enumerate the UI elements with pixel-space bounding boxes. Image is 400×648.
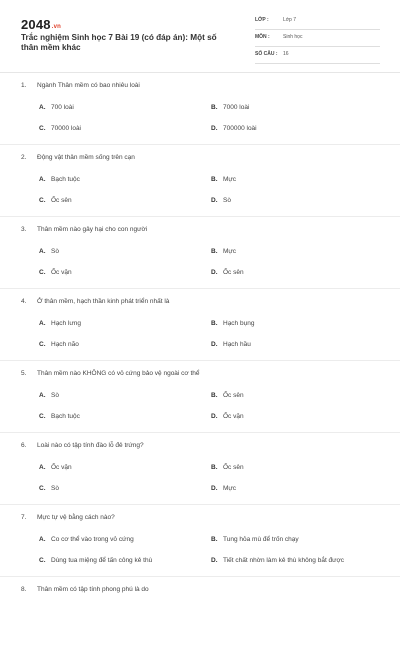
answer-option[interactable] <box>211 176 236 183</box>
question-number: 7. <box>21 514 27 521</box>
answer-option[interactable] <box>211 125 257 132</box>
option-letter: C. <box>39 557 46 564</box>
question-item <box>0 505 400 577</box>
question-text: Thân mềm có tập tính phong phú là do <box>37 586 149 593</box>
option-text: Mực <box>223 248 237 255</box>
option-text: Sò <box>51 248 59 255</box>
option-letter: A. <box>39 248 46 255</box>
page-title: Trắc nghiệm Sinh học 7 Bài 19 (có đáp án): Một số thân mềm khác <box>21 33 217 52</box>
quiz-meta <box>255 15 380 66</box>
answer-option[interactable] <box>211 464 244 471</box>
option-text: 7000 loài <box>223 104 250 111</box>
question-item <box>0 433 400 505</box>
option-text: Hạch bụng <box>223 320 255 327</box>
option-text: Sò <box>51 485 59 492</box>
answer-option[interactable] <box>211 248 236 255</box>
option-letter: D. <box>211 341 218 348</box>
option-letter: B. <box>211 176 218 183</box>
answer-option[interactable] <box>39 320 81 327</box>
question-text: Động vật thân mềm sống trên cạn <box>37 154 135 161</box>
question-item <box>0 217 400 289</box>
option-letter: A. <box>39 392 46 399</box>
option-letter: B. <box>211 248 218 255</box>
answer-option[interactable] <box>211 320 254 327</box>
question-text: Ở thân mềm, hạch thần kinh phát triển nhất là <box>37 298 170 305</box>
option-text: Dùng tua miệng để tấn công kẻ thù <box>51 557 153 564</box>
option-text: Mực <box>223 485 237 492</box>
answer-option[interactable] <box>211 341 251 348</box>
meta-row-class <box>255 15 380 30</box>
question-text: Mực tự vệ bằng cách nào? <box>37 514 115 521</box>
question-number: 4. <box>21 298 27 305</box>
option-text: Tung hỏa mù để trốn chạy <box>223 536 299 543</box>
meta-value: 16 <box>283 51 289 57</box>
site-logo[interactable] <box>21 17 61 32</box>
question-item <box>0 289 400 361</box>
answer-option[interactable] <box>39 413 80 420</box>
answer-option[interactable] <box>211 392 244 399</box>
option-text: Ốc sên <box>223 464 244 471</box>
option-text: Ốc vặn <box>51 269 72 276</box>
answer-option[interactable] <box>39 557 152 564</box>
option-letter: B. <box>211 464 218 471</box>
option-text: Ốc vặn <box>223 413 244 420</box>
option-text: Sò <box>51 392 59 399</box>
answer-option[interactable] <box>39 248 59 255</box>
question-number: 8. <box>21 586 27 593</box>
question-number: 3. <box>21 226 27 233</box>
meta-row-subject <box>255 32 380 47</box>
option-text: Mực <box>223 176 237 183</box>
answer-option[interactable] <box>211 536 299 543</box>
option-letter: D. <box>211 269 218 276</box>
option-letter: D. <box>211 557 218 564</box>
option-text: Tiết chất nhờn làm kẻ thù không bắt được <box>223 557 345 564</box>
answer-option[interactable] <box>39 536 134 543</box>
option-letter: C. <box>39 125 46 132</box>
option-text: 700000 loài <box>223 125 257 132</box>
option-letter: C. <box>39 341 46 348</box>
answer-option[interactable] <box>39 341 79 348</box>
option-letter: A. <box>39 464 46 471</box>
option-text: Hạch hầu <box>223 341 251 348</box>
option-text: Ốc sên <box>223 392 244 399</box>
option-letter: B. <box>211 104 218 111</box>
answer-option[interactable] <box>211 269 244 276</box>
option-text: Ốc sên <box>223 269 244 276</box>
question-item <box>0 145 400 217</box>
page-header <box>0 0 400 72</box>
answer-option[interactable] <box>211 485 236 492</box>
option-text: Ốc sên <box>51 197 72 204</box>
option-text: Co cơ thể vào trong vỏ cứng <box>51 536 134 543</box>
option-letter: D. <box>211 413 218 420</box>
option-letter: D. <box>211 197 218 204</box>
question-number: 5. <box>21 370 27 377</box>
answer-option[interactable] <box>39 485 59 492</box>
answer-option[interactable] <box>211 413 244 420</box>
option-letter: C. <box>39 269 46 276</box>
option-letter: A. <box>39 176 46 183</box>
option-text: Ốc vặn <box>51 464 72 471</box>
answer-option[interactable] <box>39 197 72 204</box>
option-text: 700 loài <box>51 104 74 111</box>
answer-option[interactable] <box>39 176 80 183</box>
option-letter: B. <box>211 392 218 399</box>
option-letter: D. <box>211 125 218 132</box>
option-letter: C. <box>39 413 46 420</box>
option-text: Hạch lưng <box>51 320 82 327</box>
option-text: Bạch tuộc <box>51 176 80 183</box>
question-item <box>0 73 400 145</box>
option-letter: C. <box>39 197 46 204</box>
answer-option[interactable] <box>39 104 74 111</box>
option-text: Hạch não <box>51 341 79 348</box>
question-list <box>0 73 400 648</box>
question-item <box>0 361 400 433</box>
answer-option[interactable] <box>39 269 72 276</box>
answer-option[interactable] <box>39 125 81 132</box>
meta-value: Sinh học <box>283 34 303 40</box>
answer-option[interactable] <box>211 104 249 111</box>
question-item <box>0 577 400 648</box>
meta-value: Lớp 7 <box>283 17 297 23</box>
question-number: 2. <box>21 154 27 161</box>
option-text: Bạch tuộc <box>51 413 80 420</box>
option-letter: C. <box>39 485 46 492</box>
option-text: 70000 loài <box>51 125 81 132</box>
option-letter: A. <box>39 320 46 327</box>
logo-text: 2048 <box>21 17 51 32</box>
answer-option[interactable] <box>211 557 344 564</box>
question-number: 1. <box>21 82 27 89</box>
answer-option[interactable] <box>211 197 231 204</box>
question-text: Loài nào có tập tính đào lỗ đẻ trứng? <box>37 442 144 449</box>
meta-label: LỚP : <box>255 17 269 23</box>
logo-tld: .vn <box>51 24 62 30</box>
question-number: 6. <box>21 442 27 449</box>
meta-label: MÔN : <box>255 34 270 40</box>
meta-row-question-count <box>255 49 380 64</box>
answer-option[interactable] <box>39 392 59 399</box>
option-letter: A. <box>39 536 46 543</box>
meta-label: SỐ CÂU : <box>255 51 278 57</box>
option-letter: D. <box>211 485 218 492</box>
option-letter: A. <box>39 104 46 111</box>
option-letter: B. <box>211 536 218 543</box>
question-text: Ngành Thân mềm có bao nhiêu loài <box>37 82 140 89</box>
option-text: Sò <box>223 197 231 204</box>
question-text: Thân mềm nào KHÔNG có vỏ cứng bảo vệ ngoài cơ thể <box>37 370 200 377</box>
answer-option[interactable] <box>39 464 72 471</box>
question-text: Thân mềm nào gây hại cho con người <box>37 226 148 233</box>
option-letter: B. <box>211 320 218 327</box>
